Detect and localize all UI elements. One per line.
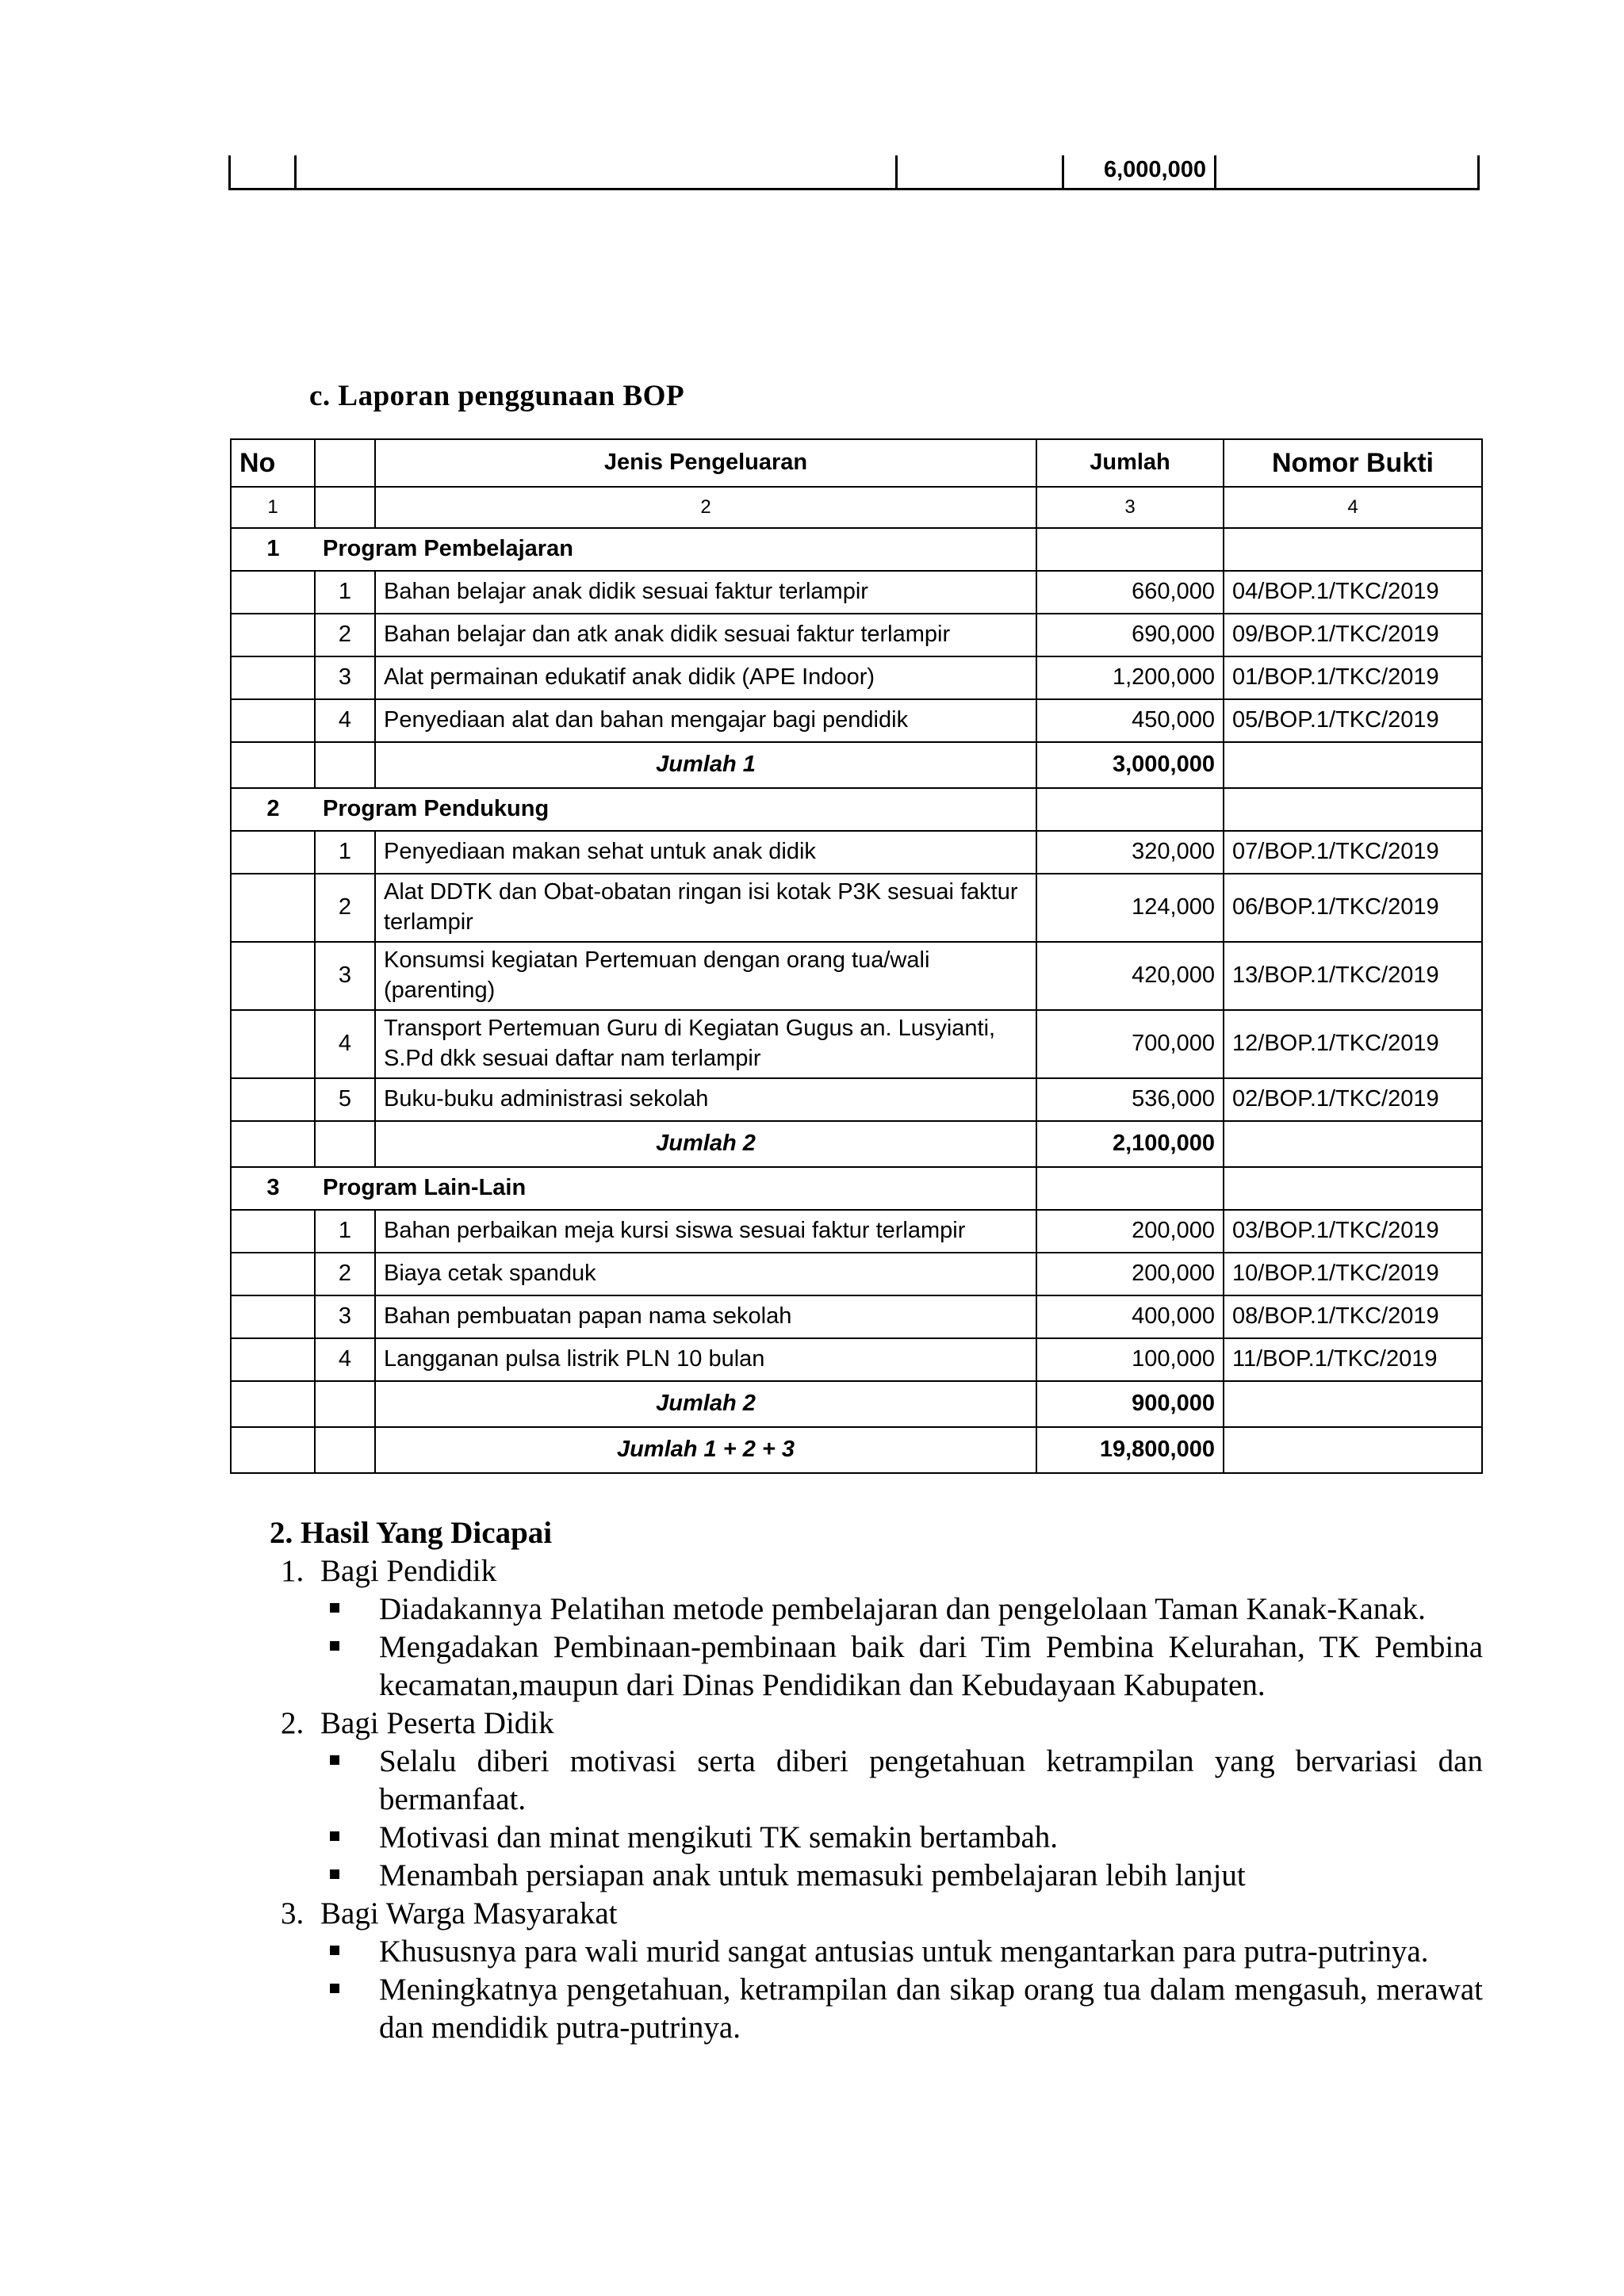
- square-bullet-icon: [330, 1603, 339, 1613]
- program-number: 1: [231, 528, 315, 571]
- program-title: Program Pembelajaran: [315, 528, 1036, 571]
- header-jumlah: Jumlah: [1036, 439, 1224, 487]
- bullet-text: Selalu diberi motivasi serta diberi pengetahuan ketrampilan yang bervariasi dan bermanfaat.: [379, 1744, 1483, 1816]
- square-bullet-icon: [330, 1984, 339, 1993]
- table-header-row: [231, 439, 1482, 487]
- subtotal-row: [231, 1381, 1482, 1427]
- empty-cell: [231, 1210, 315, 1253]
- header-jenis: Jenis Pengeluaran: [375, 439, 1036, 487]
- result-group-title: [270, 1552, 1483, 1590]
- item-amount: 700,000: [1036, 1010, 1224, 1078]
- item-reference: 08/BOP.1/TKC/2019: [1224, 1295, 1482, 1338]
- item-reference: 03/BOP.1/TKC/2019: [1224, 1210, 1482, 1253]
- results-section: [270, 1514, 1483, 2047]
- item-amount: 200,000: [1036, 1210, 1224, 1253]
- table-divider: [1214, 155, 1216, 188]
- list-item: [270, 1628, 1483, 1705]
- grand-total-row: [231, 1427, 1482, 1473]
- previous-table-fragment: [228, 155, 1480, 190]
- program-number: 2: [231, 788, 315, 831]
- empty-cell: [315, 1427, 375, 1473]
- item-description: Penyediaan alat dan bahan mengajar bagi pendidik: [375, 699, 1036, 742]
- program-row: [231, 528, 1482, 571]
- empty-cell: [231, 1121, 315, 1167]
- subtotal-amount: 3,000,000: [1036, 742, 1224, 788]
- square-bullet-icon: [330, 1641, 339, 1651]
- item-reference: 06/BOP.1/TKC/2019: [1224, 874, 1482, 942]
- empty-cell: [231, 614, 315, 656]
- table-row: [231, 1210, 1482, 1253]
- bullet-text: Menambah persiapan anak untuk memasuki pembelajaran lebih lanjut: [379, 1858, 1246, 1892]
- list-item: [270, 1590, 1483, 1628]
- program-title: Program Lain-Lain: [315, 1167, 1036, 1210]
- program-row: [231, 788, 1482, 831]
- header-nomor-bukti: Nomor Bukti: [1224, 439, 1482, 487]
- item-reference: 10/BOP.1/TKC/2019: [1224, 1253, 1482, 1295]
- subtotal-label: Jumlah 1: [375, 742, 1036, 788]
- index-cell: 1: [231, 487, 315, 528]
- group-title: Bagi Pendidik: [320, 1554, 497, 1588]
- index-cell: 2: [375, 487, 1036, 528]
- subtotal-amount: 2,100,000: [1036, 1121, 1224, 1167]
- grand-total-amount: 19,800,000: [1036, 1427, 1224, 1473]
- item-amount: 124,000: [1036, 874, 1224, 942]
- program-row: [231, 1167, 1482, 1210]
- table-row: [231, 942, 1482, 1010]
- empty-cell: [1224, 1427, 1482, 1473]
- group-number: 2.: [281, 1706, 304, 1740]
- item-description: Biaya cetak spanduk: [375, 1253, 1036, 1295]
- list-item: [270, 1971, 1483, 2047]
- subtotal-row: [231, 742, 1482, 788]
- list-item: [270, 1743, 1483, 1819]
- empty-cell: [231, 571, 315, 614]
- empty-cell: [231, 656, 315, 699]
- table-row: [231, 1078, 1482, 1121]
- table-row: [231, 699, 1482, 742]
- empty-cell: [1224, 742, 1482, 788]
- index-cell: 4: [1224, 487, 1482, 528]
- group-title: Bagi Warga Masyarakat: [320, 1896, 618, 1931]
- empty-cell: [231, 831, 315, 874]
- item-description: Bahan belajar dan atk anak didik sesuai faktur terlampir: [375, 614, 1036, 656]
- item-description: Alat permainan edukatif anak didik (APE Indoor): [375, 656, 1036, 699]
- item-amount: 420,000: [1036, 942, 1224, 1010]
- item-number: 2: [315, 874, 375, 942]
- square-bullet-icon: [330, 1869, 339, 1879]
- subtotal-amount: 900,000: [1036, 1381, 1224, 1427]
- table-row: [231, 874, 1482, 942]
- empty-cell: [231, 1295, 315, 1338]
- item-number: 3: [315, 656, 375, 699]
- results-heading: 2. Hasil Yang Dicapai: [270, 1516, 553, 1550]
- empty-cell: [231, 742, 315, 788]
- item-description: Bahan perbaikan meja kursi siswa sesuai faktur terlampir: [375, 1210, 1036, 1253]
- item-amount: 690,000: [1036, 614, 1224, 656]
- bullet-list: [270, 1743, 1483, 1895]
- item-amount: 320,000: [1036, 831, 1224, 874]
- item-description: Bahan pembuatan papan nama sekolah: [375, 1295, 1036, 1338]
- subtotal-label: Jumlah 2: [375, 1121, 1036, 1167]
- item-number: 1: [315, 1210, 375, 1253]
- item-reference: 11/BOP.1/TKC/2019: [1224, 1338, 1482, 1381]
- subtotal-label: Jumlah 2: [375, 1381, 1036, 1427]
- column-index-row: [231, 487, 1482, 528]
- program-title: Program Pendukung: [315, 788, 1036, 831]
- item-amount: 400,000: [1036, 1295, 1224, 1338]
- item-number: 2: [315, 1253, 375, 1295]
- table-row: [231, 571, 1482, 614]
- table-row: [231, 1010, 1482, 1078]
- grand-total-label: Jumlah 1 + 2 + 3: [375, 1427, 1036, 1473]
- item-amount: 450,000: [1036, 699, 1224, 742]
- empty-cell: [1224, 1167, 1482, 1210]
- group-number: 3.: [281, 1896, 304, 1931]
- item-reference: 07/BOP.1/TKC/2019: [1224, 831, 1482, 874]
- item-reference: 02/BOP.1/TKC/2019: [1224, 1078, 1482, 1121]
- result-group-title: [270, 1705, 1483, 1743]
- item-description: Transport Pertemuan Guru di Kegiatan Gugus an. Lusyianti, S.Pd dkk sesuai daftar nam terlampir: [375, 1010, 1036, 1078]
- empty-cell: [231, 1381, 315, 1427]
- bullet-list: [270, 1590, 1483, 1705]
- bop-usage-table: [230, 438, 1483, 1474]
- table-divider: [294, 155, 297, 188]
- list-item: [270, 1933, 1483, 1971]
- item-number: 4: [315, 1010, 375, 1078]
- list-item: [270, 1857, 1483, 1895]
- bullet-text: Meningkatnya pengetahuan, ketrampilan dan sikap orang tua dalam mengasuh, merawat dan mendidik putra-putrinya.: [379, 1973, 1483, 2045]
- item-amount: 536,000: [1036, 1078, 1224, 1121]
- empty-cell: [315, 1381, 375, 1427]
- table-row: [231, 656, 1482, 699]
- item-description: Alat DDTK dan Obat-obatan ringan isi kotak P3K sesuai faktur terlampir: [375, 874, 1036, 942]
- empty-cell: [1224, 528, 1482, 571]
- bullet-text: Khususnya para wali murid sangat antusias untuk mengantarkan para putra-putrinya.: [379, 1934, 1429, 1969]
- empty-cell: [231, 1010, 315, 1078]
- table-row: [231, 1338, 1482, 1381]
- square-bullet-icon: [330, 1946, 339, 1955]
- item-description: Bahan belajar anak didik sesuai faktur terlampir: [375, 571, 1036, 614]
- item-number: 1: [315, 571, 375, 614]
- item-description: Buku-buku administrasi sekolah: [375, 1078, 1036, 1121]
- empty-cell: [231, 1338, 315, 1381]
- empty-cell: [231, 699, 315, 742]
- item-reference: 09/BOP.1/TKC/2019: [1224, 614, 1482, 656]
- item-description: Konsumsi kegiatan Pertemuan dengan orang tua/wali (parenting): [375, 942, 1036, 1010]
- group-title: Bagi Peserta Didik: [320, 1706, 554, 1740]
- empty-cell: [1036, 528, 1224, 571]
- empty-cell: [231, 942, 315, 1010]
- table-row: [231, 1253, 1482, 1295]
- header-no: No: [231, 439, 315, 487]
- empty-cell: [1224, 788, 1482, 831]
- item-reference: 13/BOP.1/TKC/2019: [1224, 942, 1482, 1010]
- item-amount: 1,200,000: [1036, 656, 1224, 699]
- bullet-text: Mengadakan Pembinaan-pembinaan baik dari Tim Pembina Kelurahan, TK Pembina kecamatan,maupun dari Dinas Pendidikan dan Kebudayaan Kabupaten.: [379, 1630, 1483, 1702]
- empty-cell: [231, 874, 315, 942]
- item-amount: 660,000: [1036, 571, 1224, 614]
- item-amount: 100,000: [1036, 1338, 1224, 1381]
- group-number: 1.: [281, 1554, 304, 1588]
- bullet-text: Diadakannya Pelatihan metode pembelajaran dan pengelolaan Taman Kanak-Kanak.: [379, 1592, 1426, 1626]
- empty-cell: [315, 1121, 375, 1167]
- table-row: [231, 614, 1482, 656]
- item-number: 5: [315, 1078, 375, 1121]
- table-row: [231, 831, 1482, 874]
- item-description: Penyediaan makan sehat untuk anak didik: [375, 831, 1036, 874]
- subtotal-row: [231, 1121, 1482, 1167]
- index-cell: 3: [1036, 487, 1224, 528]
- section-title: c. Laporan penggunaan BOP: [309, 380, 685, 412]
- empty-cell: [1224, 1121, 1482, 1167]
- header-blank: [315, 439, 375, 487]
- table-row: [231, 1295, 1482, 1338]
- empty-cell: [231, 1427, 315, 1473]
- bullet-list: [270, 1933, 1483, 2047]
- empty-cell: [231, 1253, 315, 1295]
- item-number: 3: [315, 1295, 375, 1338]
- item-number: 4: [315, 699, 375, 742]
- square-bullet-icon: [330, 1755, 339, 1765]
- item-reference: 01/BOP.1/TKC/2019: [1224, 656, 1482, 699]
- item-number: 3: [315, 942, 375, 1010]
- table-divider: [895, 155, 898, 188]
- item-reference: 05/BOP.1/TKC/2019: [1224, 699, 1482, 742]
- empty-cell: [231, 1078, 315, 1121]
- bullet-text: Motivasi dan minat mengikuti TK semakin bertambah.: [379, 1820, 1059, 1854]
- item-number: 1: [315, 831, 375, 874]
- item-number: 4: [315, 1338, 375, 1381]
- item-reference: 04/BOP.1/TKC/2019: [1224, 571, 1482, 614]
- fragment-amount: 6,000,000: [1103, 157, 1206, 182]
- empty-cell: [1224, 1381, 1482, 1427]
- item-description: Langganan pulsa listrik PLN 10 bulan: [375, 1338, 1036, 1381]
- item-number: 2: [315, 614, 375, 656]
- item-amount: 200,000: [1036, 1253, 1224, 1295]
- item-reference: 12/BOP.1/TKC/2019: [1224, 1010, 1482, 1078]
- result-group-title: [270, 1895, 1483, 1933]
- empty-cell: [1036, 788, 1224, 831]
- program-number: 3: [231, 1167, 315, 1210]
- index-blank: [315, 487, 375, 528]
- list-item: [270, 1819, 1483, 1857]
- empty-cell: [315, 742, 375, 788]
- square-bullet-icon: [330, 1831, 339, 1841]
- empty-cell: [1036, 1167, 1224, 1210]
